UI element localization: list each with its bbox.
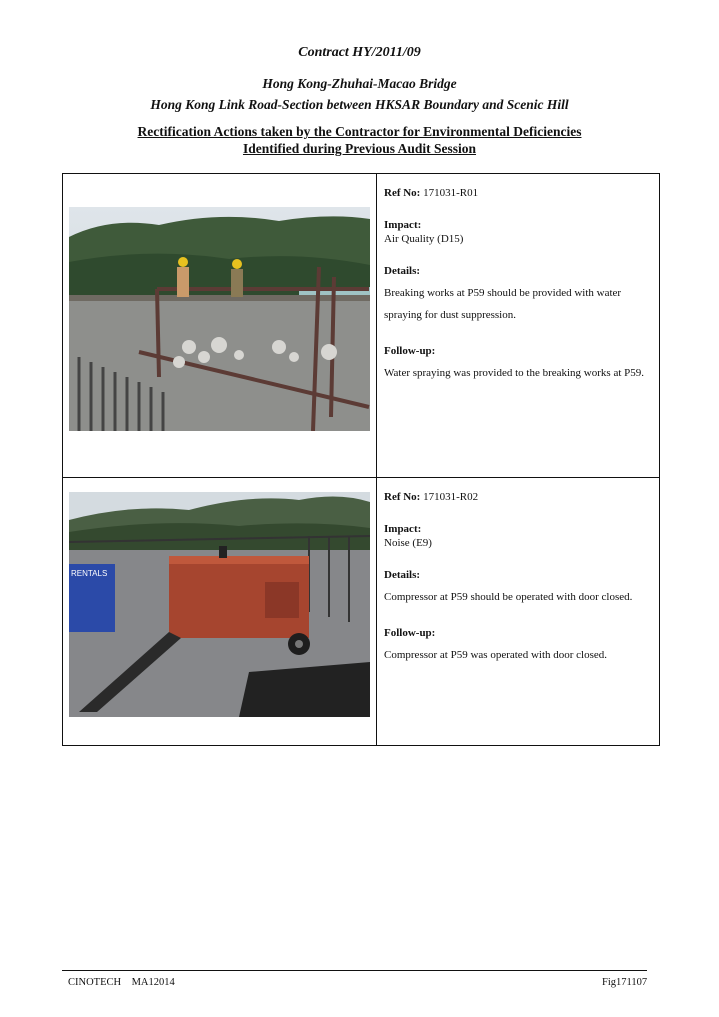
footer-divider [62,970,647,971]
photo-cell [63,478,377,746]
section-name: Hong Kong Link Road-Section between HKSAR Boundary and Scenic Hill [150,97,569,112]
contract-number: Contract HY/2011/09 [298,45,421,60]
followup-label: Follow-up: [384,345,436,357]
table-row [63,174,660,478]
photo-cell [63,174,377,478]
deficiency-details [377,174,660,478]
details-text: Breaking works at P59 should be provided with water spraying for dust suppression. [384,287,622,321]
table-row [63,478,660,746]
followup-label: Follow-up: [384,627,436,639]
ref-label: Ref No: [384,491,421,503]
deficiency-details [377,478,660,746]
audit-table [62,173,660,746]
followup-text: Compressor at P59 was operated with door closed. [384,649,608,661]
page-title-line1: Rectification Actions taken by the Contractor for Environmental Deficiencies [137,124,582,139]
ref-label: Ref No: [384,187,421,199]
site-photo-compressor [69,492,370,717]
followup-text: Water spraying was provided to the breaking works at P59. [384,367,644,379]
details-label: Details: [384,265,421,277]
footer-figure-number: Fig171107 [602,977,648,988]
impact-value: Noise (E9) [384,537,432,549]
rentals-sign: RENTALS [71,569,108,578]
ref-number: 171031-R01 [423,187,479,199]
page-title-line2: Identified during Previous Audit Session [242,141,477,156]
impact-label: Impact: [384,219,422,231]
impact-label: Impact: [384,523,422,535]
site-photo-breaking-works [69,207,370,431]
ref-number: 171031-R02 [423,491,479,503]
details-label: Details: [384,569,421,581]
project-name: Hong Kong-Zhuhai-Macao Bridge [262,76,457,91]
impact-value: Air Quality (D15) [384,233,464,245]
footer-left: CINOTECH MA12014 [68,977,175,988]
details-text: Compressor at P59 should be operated with door closed. [384,591,633,603]
